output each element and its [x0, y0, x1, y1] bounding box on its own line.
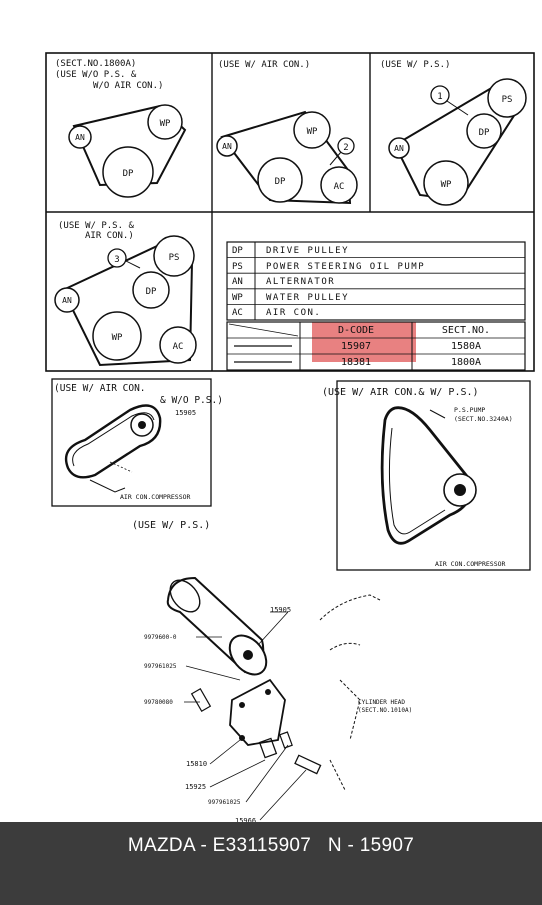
alternator-label: AN: [222, 142, 232, 151]
legend-table: [227, 242, 525, 320]
part-15810: 15810: [186, 760, 208, 768]
dcode-value: 15907: [340, 341, 372, 352]
water-pulley-label: WP: [440, 180, 452, 190]
sect-header: SECT.NO.: [441, 325, 491, 336]
panel-4-line-2: AIR CON.): [85, 231, 134, 241]
ps-pump-label: PS: [501, 95, 513, 105]
part-997961025-b: 997961025: [208, 799, 241, 806]
brand-name: MAZDA: [127, 834, 195, 856]
right-drawing-title: (USE W/ AIR CON.& W/ P.S.): [322, 387, 479, 398]
part-9979600: 9979600-0: [144, 634, 177, 641]
sect-value: 1800A: [450, 357, 482, 368]
drive-pulley-label: DP: [122, 169, 134, 179]
cylinder-head-sect: (SECT.NO.1010A): [358, 707, 413, 714]
part-15905: 15905: [270, 606, 292, 614]
panel-3-title: (USE W/ P.S.): [380, 60, 451, 70]
right-caption: AIR CON.COMPRESSOR: [435, 560, 506, 568]
water-pulley-label: WP: [159, 119, 171, 129]
legend-row-an: [232, 277, 335, 287]
callout-2-label: 2: [343, 143, 349, 153]
panel-4-line-1: (USE W/ P.S. &: [58, 221, 134, 231]
panel-with-ps-and-aircon: [55, 221, 196, 365]
n-code: N - 15907: [327, 834, 415, 856]
legend-name: DRIVE PULLEY: [266, 246, 350, 256]
right-ps-sect: (SECT.NO.3240A): [454, 415, 513, 423]
panel-2-title: (USE W/ AIR CON.): [218, 60, 311, 70]
alternator-label: AN: [62, 296, 72, 305]
legend-row-ps: [232, 262, 425, 272]
water-pulley-label: WP: [306, 127, 318, 137]
part-15966: 15966: [235, 817, 257, 822]
drawing-aircon-with-ps: [322, 381, 530, 570]
alternator-label: AN: [75, 133, 85, 142]
legend-row-ac: [232, 308, 321, 318]
drive-pulley-label: DP: [274, 177, 286, 187]
left-drawing-title-1: (USE W/ AIR CON.: [54, 383, 146, 394]
legend-code: AN: [232, 277, 243, 287]
part-15925: 15925: [185, 783, 207, 791]
drive-pulley-label: DP: [478, 128, 490, 138]
callout-1-label: 1: [437, 92, 443, 102]
left-drawing-title-2: & W/O P.S.): [160, 395, 223, 406]
dcode-value: 18381: [340, 357, 372, 368]
lower-drawing-title: (USE W/ P.S.): [132, 520, 211, 531]
panel-with-ps: [380, 60, 526, 205]
legend-row-wp: [232, 293, 349, 303]
left-part-number: 15905: [175, 409, 197, 417]
left-caption: AIR CON.COMPRESSOR: [120, 493, 191, 501]
legend-code: PS: [232, 262, 243, 272]
drawing-aircon-wo-ps: [52, 379, 223, 506]
legend-name: POWER STEERING OIL PUMP: [266, 262, 426, 272]
sect-value: 1580A: [450, 341, 482, 352]
part-number-footer: [0, 822, 542, 905]
dcode-header: D-CODE: [337, 325, 375, 336]
legend-code: WP: [232, 293, 243, 303]
legend-code: DP: [232, 246, 243, 256]
aircon-label: AC: [172, 342, 184, 352]
panel-1-line-1: (SECT.NO.1800A): [55, 59, 137, 69]
legend-name: AIR CON.: [266, 308, 322, 318]
panel-1-line-3: W/O AIR CON.): [93, 81, 164, 91]
aircon-label: AC: [333, 182, 345, 192]
part-997961025: 997961025: [144, 663, 177, 670]
drive-pulley-label: DP: [145, 287, 157, 297]
footer-text: MAZDA - E33115907 N - 15907: [127, 834, 415, 856]
right-ps-label: P.S.PUMP: [454, 406, 486, 414]
legend-code: AC: [232, 308, 243, 318]
alternator-label: AN: [394, 144, 404, 153]
legend-row-dp: [232, 246, 349, 256]
panel-with-aircon: [217, 60, 357, 203]
panel-wo-ps-wo-aircon: [55, 59, 185, 197]
ps-pump-label: PS: [168, 253, 180, 263]
legend-name: ALTERNATOR: [266, 277, 336, 287]
callout-3-label: 3: [114, 255, 120, 265]
panel-1-line-2: (USE W/O P.S. &: [55, 70, 137, 80]
belt-code-table: [227, 322, 525, 370]
exploded-view-ps-pump: [144, 574, 412, 822]
part-number: E33115907: [212, 834, 312, 856]
legend-name: WATER PULLEY: [266, 293, 350, 303]
part-99780080: 99780080: [144, 699, 173, 706]
cylinder-head-label: CYLINDER HEAD: [358, 699, 405, 706]
water-pulley-label: WP: [111, 333, 123, 343]
